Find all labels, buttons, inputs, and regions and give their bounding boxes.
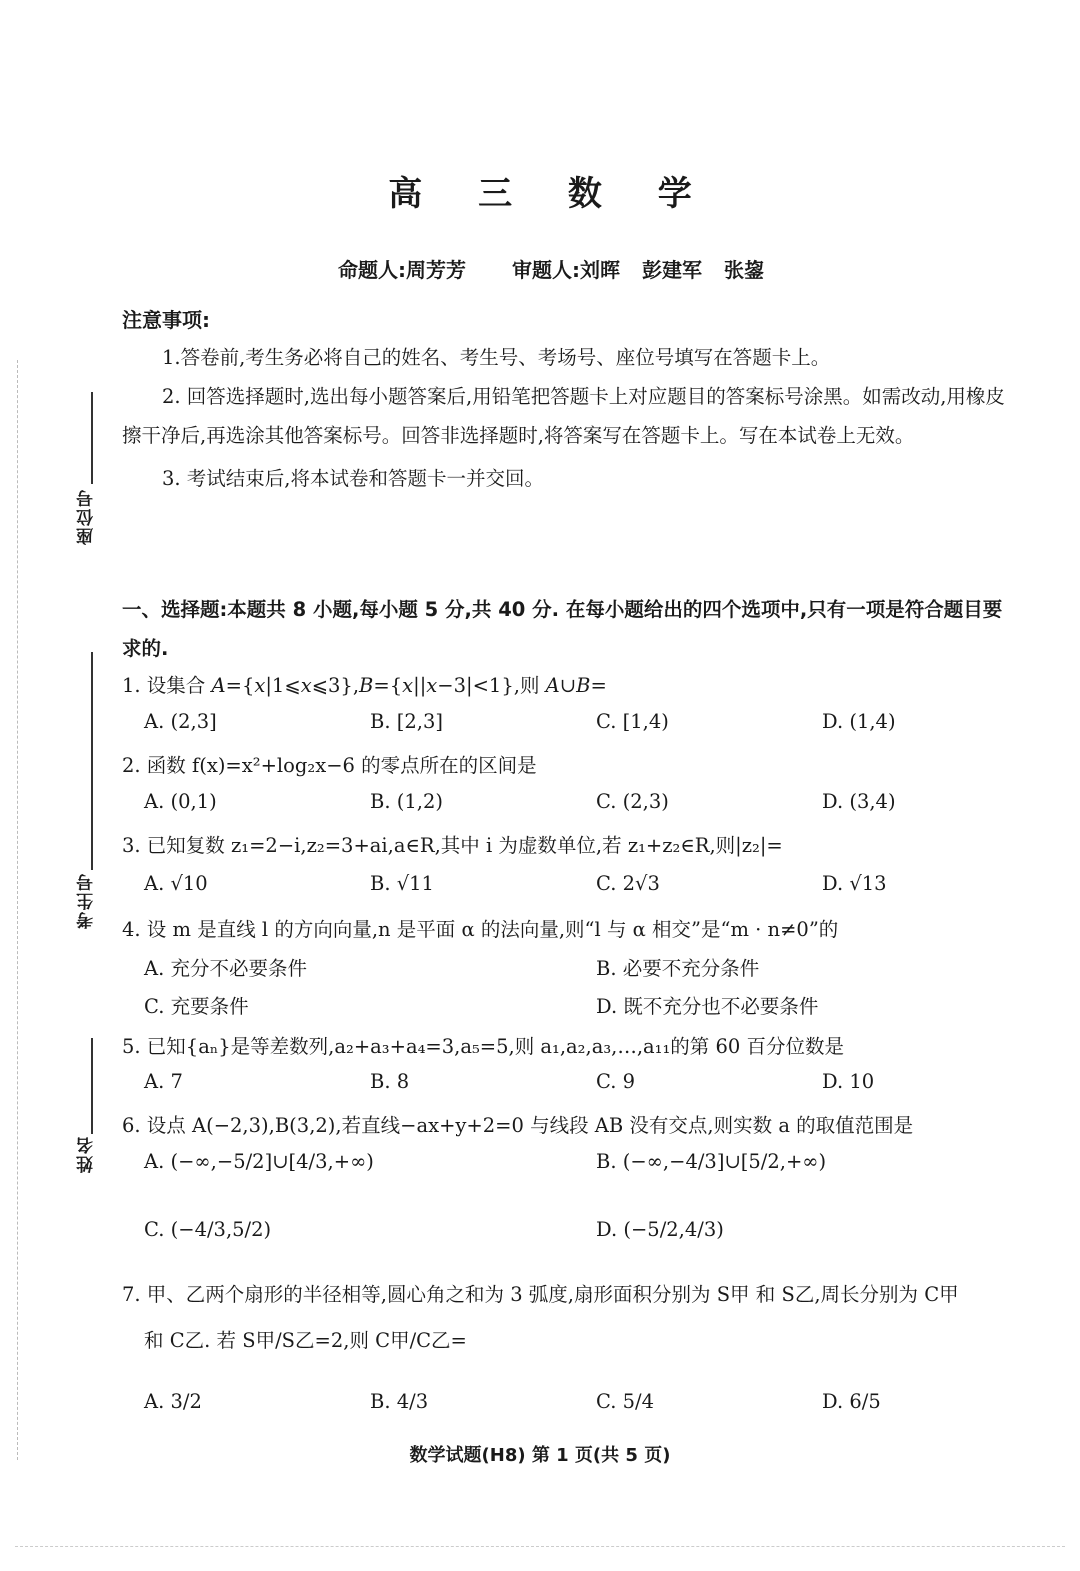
q7-option-c: C. 5/4 [596, 1390, 655, 1413]
q2-option-d: D. (3,4) [822, 790, 896, 813]
bottom-rule [15, 1546, 1065, 1547]
authors-line [338, 254, 810, 283]
reviewer-3: 张鋆 [724, 258, 764, 282]
q6-option-b: B. (−∞,−4/3]∪[5/2,+∞) [596, 1150, 827, 1173]
question-2: 2. 函数 f(x)=x²+log₂x−6 的零点所在的区间是 [122, 754, 537, 777]
q4-option-b: B. 必要不充分条件 [596, 957, 760, 980]
reviewer-2: 彭建军 [642, 258, 702, 282]
q3-option-d: D. √13 [822, 872, 887, 895]
notice-item: 2. 回答选择题时,选出每小题答案后,用铅笔把答题卡上对应题目的答案标号涂黑。如需改动,用橡皮擦干净后,再选涂其他答案标号。回答非选择题时,将答案写在答题卡上。写在本试卷上无效。 [122, 385, 1005, 447]
q1-option-c: C. [1,4) [596, 710, 669, 733]
question-5: 5. 已知{aₙ}是等差数列,a₂+a₃+a₄=3,a₅=5,则 a₁,a₂,a₃,…,a₁₁的第 60 百分位数是 [122, 1035, 845, 1058]
section-heading: 一、选择题:本题共 8 小题,每小题 5 分,共 40 分. 在每小题给出的四个选项中,只有一项是符合题目要求的. [122, 598, 1003, 660]
question-6: 6. 设点 A(−2,3),B(3,2),若直线−ax+y+2=0 与线段 AB 没有交点,则实数 a 的取值范围是 [122, 1114, 914, 1137]
setter: 命题人:周芳芳 [338, 258, 466, 282]
question-7-cont: 和 C乙. 若 S甲/S乙=2,则 C甲/C乙= [144, 1329, 467, 1352]
notice-item: 3. 考试结束后,将本试卷和答题卡一并交回。 [162, 467, 545, 490]
q5-option-b: B. 8 [370, 1070, 410, 1093]
q3-option-a: A. √10 [144, 872, 208, 895]
q1-option-d: D. (1,4) [822, 710, 896, 733]
notice-list [122, 338, 1012, 498]
q6-option-d: D. (−5/2,4/3) [596, 1218, 724, 1241]
question-7: 7. 甲、乙两个扇形的半径相等,圆心角之和为 3 弧度,扇形面积分别为 S甲 和 S乙,周长分别为 C甲 [122, 1283, 959, 1306]
q6-option-c: C. (−4/3,5/2) [144, 1218, 272, 1241]
q1-option-a: A. (2,3] [144, 710, 217, 733]
q7-option-b: B. 4/3 [370, 1390, 429, 1413]
question-1: 1. 设集合 A={x|1⩽x⩽3},B={x||x−3|<1},则 A∪B= [122, 674, 607, 697]
q4-option-c: C. 充要条件 [144, 995, 249, 1018]
name-label: 姓名 [77, 1135, 97, 1173]
question-3: 3. 已知复数 z₁=2−i,z₂=3+ai,a∈R,其中 i 为虚数单位,若 z₁+z₂∈R,则|z₂|= [122, 834, 783, 857]
q2-option-a: A. (0,1) [144, 790, 217, 813]
q5-option-d: D. 10 [822, 1070, 875, 1093]
q5-option-c: C. 9 [596, 1070, 636, 1093]
q1-option-b: B. [2,3] [370, 710, 443, 733]
q3-option-b: B. √11 [370, 872, 434, 895]
q5-option-a: A. 7 [144, 1070, 183, 1093]
page-footer: 数学试题(H8) 第 1 页(共 5 页) [409, 1445, 671, 1466]
exam-number-line [91, 652, 93, 870]
reviewer: 审题人:刘晖 [512, 258, 620, 282]
q4-option-d: D. 既不充分也不必要条件 [596, 995, 819, 1018]
q4-option-a: A. 充分不必要条件 [144, 957, 307, 980]
q2-option-c: C. (2,3) [596, 790, 669, 813]
exam-number-label: 考生号 [77, 872, 97, 929]
q3-option-c: C. 2√3 [596, 872, 660, 895]
name-line [91, 1038, 93, 1134]
notice-item: 1.答卷前,考生务必将自己的姓名、考生号、考场号、座位号填写在答题卡上。 [162, 346, 831, 369]
q2-option-b: B. (1,2) [370, 790, 443, 813]
seat-number-line [91, 392, 93, 484]
binding-edge [17, 360, 18, 1460]
q7-option-a: A. 3/2 [144, 1390, 202, 1413]
q6-option-a: A. (−∞,−5/2]∪[4/3,+∞) [144, 1150, 374, 1173]
seat-number-label: 座位号 [77, 488, 97, 545]
notice-heading: 注意事项: [122, 308, 210, 332]
question-4: 4. 设 m 是直线 l 的方向向量,n 是平面 α 的法向量,则“l 与 α 相交”是“m · n≠0”的 [122, 918, 839, 941]
page-title: 高 三 数 学 [388, 174, 714, 214]
q7-option-d: D. 6/5 [822, 1390, 881, 1413]
